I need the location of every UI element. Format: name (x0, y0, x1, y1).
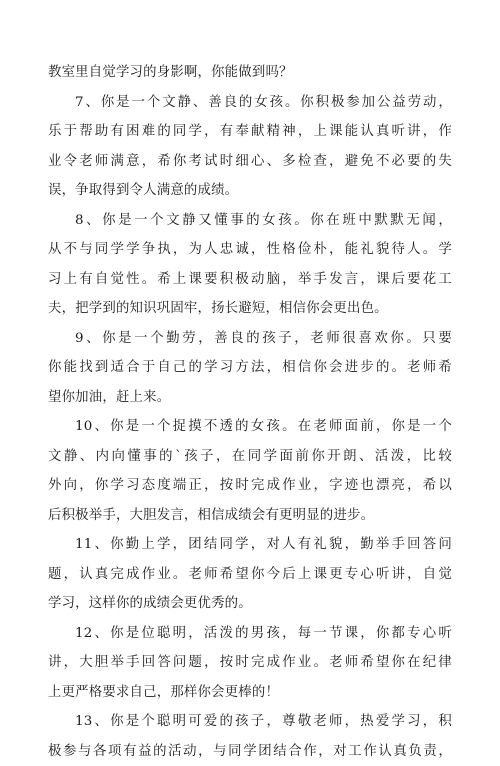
text-line: 12、你是位聪明，活泼的男孩，每一节课，你都专心听 (48, 619, 452, 649)
text-line: 你能找到适合于自己的学习方法，相信你会进步的。老师希 (48, 353, 452, 383)
text-line: 业令老师满意，希你考试时细心、多检查，避免不必要的失 (48, 147, 452, 177)
text-line: 8、你是一个文静又懂事的女孩。你在班中默默无闻， (48, 206, 452, 236)
text-line: 后积极举手，大胆发言，相信成绩会有更明显的进步。 (48, 501, 452, 531)
text-line: 文静、内向懂事的`孩子，在同学面前你开朗、活泼，比较 (48, 442, 452, 472)
text-line: 教室里自觉学习的身影啊，你能做到吗？ (48, 58, 452, 88)
text-line: 习上有自觉性。希上课要积极动脑，举手发言，课后要花工 (48, 265, 452, 295)
text-line: 上更严格要求自己，那样你会更棒的！ (48, 678, 452, 708)
text-line: 从不与同学学争执，为人忠诚，性格俭朴，能礼貌待人。学 (48, 235, 452, 265)
text-line: 题，认真完成作业。老师希望你今后上课更专心听讲，自觉 (48, 560, 452, 590)
text-line: 误，争取得到令人满意的成绩。 (48, 176, 452, 206)
text-line: 乐于帮助有困难的同学，有奉献精神，上课能认真听讲，作 (48, 117, 452, 147)
text-line: 13、你是个聪明可爱的孩子，尊敬老师，热爱学习，积 (48, 707, 452, 737)
text-line: 讲，大胆举手回答问题，按时完成作业。老师希望你在纪律 (48, 648, 452, 678)
text-line: 10、你是一个捉摸不透的女孩。在老师面前，你是一个 (48, 412, 452, 442)
text-line: 9、你是一个勤劳，善良的孩子，老师很喜欢你。只要 (48, 324, 452, 354)
text-line: 极参与各项有益的活动，与同学团结合作，对工作认真负责， (48, 737, 452, 766)
text-line: 11、你勤上学，团结同学，对人有礼貌，勤举手回答问 (48, 530, 452, 560)
text-line: 学习，这样你的成绩会更优秀的。 (48, 589, 452, 619)
text-line: 夫，把学到的知识巩固牢，扬长避短，相信你会更出色。 (48, 294, 452, 324)
document-page (48, 58, 452, 766)
text-line: 7、你是一个文静、善良的女孩。你积极参加公益劳动， (48, 88, 452, 118)
text-line: 望你加油，赶上来。 (48, 383, 452, 413)
text-line: 外向，你学习态度端正，按时完成作业，字迹也漂亮，希以 (48, 471, 452, 501)
